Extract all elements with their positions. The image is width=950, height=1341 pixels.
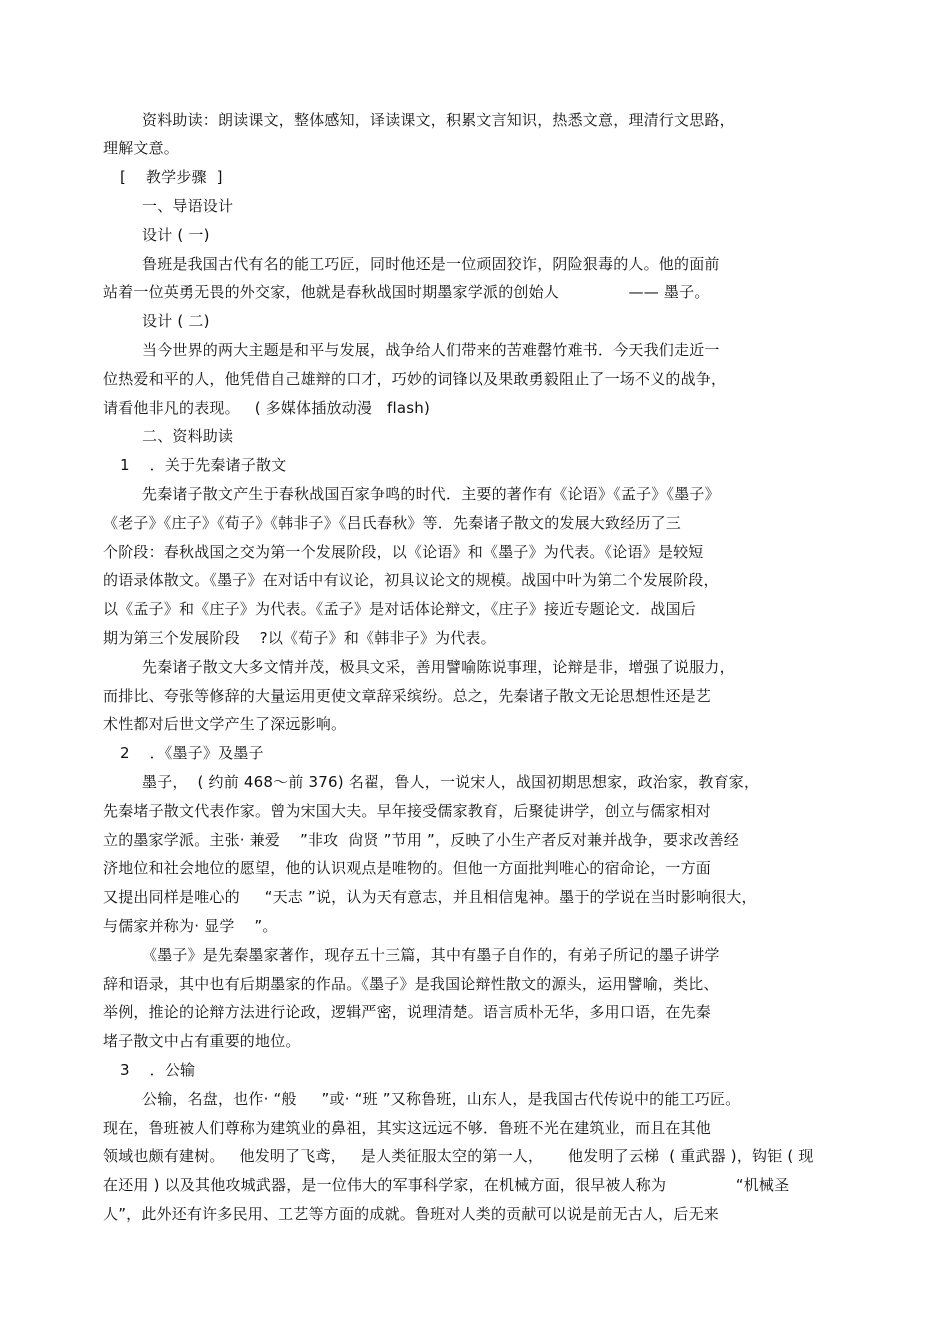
text-line: 当今世界的两大主题是和平与发展，战争给人们带来的苦难罄竹难书．今天我们走近一: [142, 341, 720, 359]
text-line: 而排比、夸张等修辞的大量运用更使文章辞采缤纷。总之，先秦诸子散文无论思想性还是艺: [103, 687, 712, 705]
text-line: 先秦诸子散文大多文情并茂，极具文采，善用譬喻陈说事理，论辩是非，增强了说服力，: [142, 658, 735, 676]
text-line: 墨子， ( 约前 468～前 376) 名翟，鲁人，一说宋人，战国初期思想家，政治家，教育家，: [142, 773, 760, 791]
text-line: 举例，推论的论辩方法进行论政，逻辑严密，说理清楚。语言质朴无华，多用口语，在先秦: [103, 1003, 712, 1021]
text-line: 资料助读：朗读课文，整体感知，译读课文，积累文言知识，热悉文意，理清行文思路，: [142, 111, 735, 129]
text-line: 先秦堵子散文代表作家。曾为宋国大夫。早年接受儒家教育，后聚徒讲学，创立与儒家相对: [103, 802, 712, 820]
text-line: 鲁班是我国古代有名的能工巧匠，同时他还是一位顽固狡诈，阴险狠毒的人。他的面前: [142, 255, 720, 273]
subsection-heading: 2 ．《墨子》及墨子: [120, 744, 264, 762]
subsection-heading: 3 ．公输: [120, 1061, 196, 1079]
text-line: 请看他非凡的表现。 ( 多媒体插放动漫 flash): [103, 399, 431, 417]
section-heading: [ 教学步骤 ]: [120, 168, 223, 186]
text-line: 立的墨家学派。主张· 兼爱 ”非攻 尙贤 ”节用 ”，反映了小生产者反对兼并战争，要求改善经: [103, 831, 739, 849]
section-heading: 二、资料助读: [142, 427, 234, 445]
text-line: 个阶段：春秋战国之交为第一个发展阶段，以《论语》和《墨子》为代表。《论语》是较短: [103, 543, 704, 561]
text-line: 术性都对后世文学产生了深远影响。: [103, 715, 347, 733]
text-line: 领域也颇有建树。 他发明了飞鸢， 是人类征服太空的第一人， 他发明了云梯 ( 重武器 )，钩钜 ( 现: [103, 1147, 814, 1165]
text-line: 《老子》《庄子》《荀子》《韩非子》《吕氏春秋》等．先秦诸子散文的发展大致经历了三: [103, 514, 682, 532]
text-line: 站着一位英勇无畏的外交家，他就是春秋战国时期墨家学派的创始人 —— 墨子。: [103, 283, 710, 301]
text-line: 设计 ( 一): [142, 226, 210, 244]
text-line: 在还用 ) 以及其他攻城武器，是一位伟大的军事科学家，在机械方面，很早被人称为 “机械圣: [103, 1176, 790, 1194]
subsection-heading: 1 ．关于先秦诸子散文: [120, 456, 287, 474]
text-line: 以《孟子》和《庄子》为代表。《孟子》是对话体论辩文，《庄子》接近专题论文．战国后: [103, 600, 697, 618]
text-line: 位热爱和平的人，他凭借自己雄辩的口才，巧妙的词锋以及果敢勇毅阻止了一场不义的战争，: [103, 370, 727, 388]
text-line: 堵子散文中占有重要的地位。: [103, 1032, 301, 1050]
text-line: 理解文意。: [103, 139, 180, 157]
section-heading: 一、导语设计: [142, 197, 234, 215]
text-line: 的语录体散文。《墨子》在对话中有议论，初具议论文的规模。战国中叶为第二个发展阶段，: [103, 571, 719, 589]
text-line: 期为第三个发展阶段 ?以《荀子》和《韩非子》为代表。: [103, 629, 496, 647]
text-line: 先秦诸子散文产生于春秋战国百家争鸣的时代．主要的著作有《论语》《孟子》《墨子》: [142, 485, 720, 503]
text-line: 公输，名盘，也作· “般 ”或· “班 ”又称鲁班，山东人，是我国古代传说中的能工巧匠。: [142, 1090, 741, 1108]
text-line: 辞和语录，其中也有后期墨家的作品。《墨子》是我国论辩性散文的源头，运用譬喻，类比、: [103, 975, 719, 993]
text-line: 与儒家并称为· 显学 ”。: [103, 917, 278, 935]
text-line: 又提出同样是唯心的 “天志 ”说，认为天有意志，并且相信鬼神。墨于的学说在当时影响很大，: [103, 888, 757, 906]
text-line: 现在，鲁班被人们尊称为建筑业的鼻祖，其实这远远不够．鲁班不光在建筑业，而且在其他: [103, 1119, 712, 1137]
text-line: 《墨子》是先秦墨家著作，现存五十三篇，其中有墨子自作的，有弟子所记的墨子讲学: [142, 946, 720, 964]
text-line: 济地位和社会地位的愿望，他的认识观点是唯物的。但他一方面批判唯心的宿命论，一方面: [103, 859, 712, 877]
text-line: 人”，此外还有许多民用、工艺等方面的成就。鲁班对人类的贡献可以说是前无古人，后无来: [103, 1205, 719, 1223]
text-line: 设计 ( 二): [142, 312, 210, 330]
